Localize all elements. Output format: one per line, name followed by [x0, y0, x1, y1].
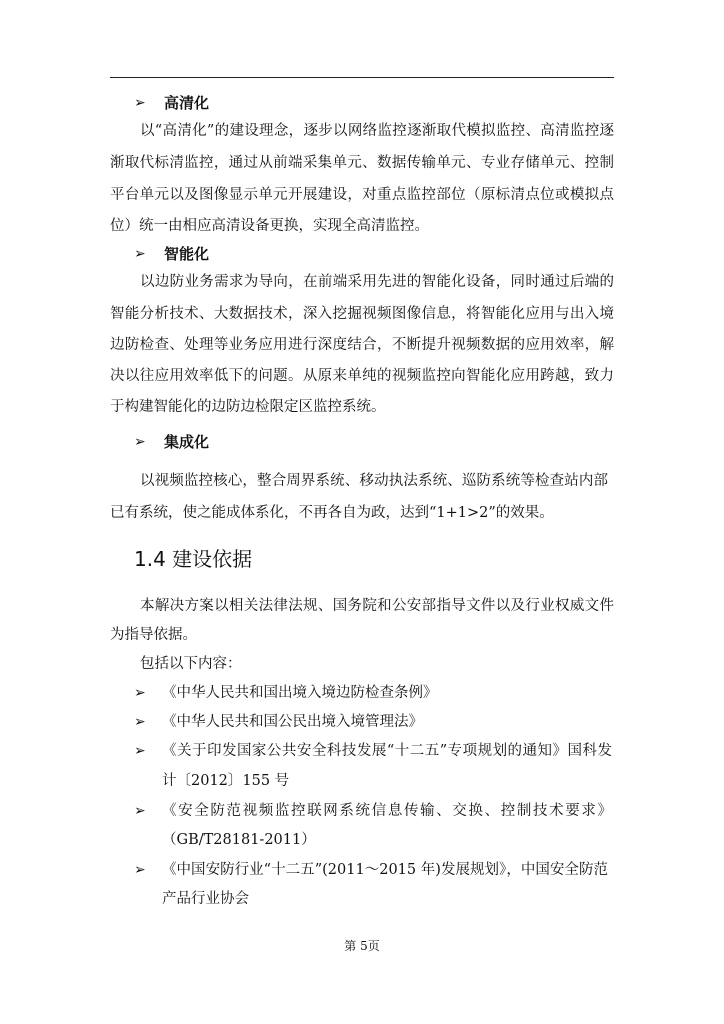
- paragraph-line: 已有系统，使之能成体系化，不再各自为政，达到“1+1>2”的效果。: [110, 505, 554, 521]
- paragraph-line: 决以往应用效率低下的问题。从原来单纯的视频监控向智能化应用跨越，致力: [110, 368, 614, 384]
- include-label: 包括以下内容：: [140, 656, 242, 672]
- subheading-smart: 智能化: [164, 245, 210, 263]
- list-item: 《关于印发国家公共安全科技发展“十二五”专项规划的通知》国科发: [162, 743, 612, 759]
- bullet-arrow-icon: ➢: [134, 246, 146, 262]
- paragraph-line: 智能分析技术、大数据技术，深入挖掘视频图像信息，将智能化应用与出入境: [110, 306, 614, 322]
- paragraph-line: 位）统一由相应高清设备更换，实现全高清监控。: [110, 218, 429, 234]
- paragraph-line: 以“高清化”的建设理念，逐步以网络监控逐渐取代模拟监控、高清监控逐: [140, 123, 614, 139]
- paragraph-line: 本解决方案以相关法律法规、国务院和公安部指导文件以及行业权威文件: [140, 598, 614, 614]
- paragraph-line: 于构建智能化的边防边检限定区监控系统。: [110, 399, 386, 415]
- subheading-hd: 高清化: [164, 94, 210, 112]
- paragraph-line: 以边防业务需求为导向，在前端采用先进的智能化设备，同时通过后端的: [140, 274, 614, 290]
- header-rule: [110, 77, 614, 78]
- bullet-arrow-icon: ➢: [134, 743, 146, 759]
- paragraph-line: 平台单元以及图像显示单元开展建设，对重点监控部位（原标清点位或模拟点: [110, 187, 614, 203]
- bullet-arrow-icon: ➢: [134, 862, 146, 878]
- list-item-continuation: （GB/T28181-2011）: [162, 832, 316, 848]
- list-item-continuation: 计〔2012〕155 号: [162, 773, 290, 789]
- paragraph-line: 渐取代标清监控，通过从前端采集单元、数据传输单元、专业存储单元、控制: [110, 155, 614, 171]
- list-item: 《安全防范视频监控联网系统信息传输、交换、控制技术要求》: [162, 803, 612, 819]
- paragraph-line: 以视频监控核心，整合周界系统、移动执法系统、巡防系统等检查站内部: [140, 473, 608, 489]
- bullet-arrow-icon: ➢: [134, 685, 146, 701]
- page-footer: 第 5页: [344, 939, 380, 953]
- list-item: 《中华人民共和国公民出境入境管理法》: [162, 714, 423, 730]
- bullet-arrow-icon: ➢: [134, 714, 146, 730]
- bullet-arrow-icon: ➢: [134, 434, 146, 450]
- paragraph-line: 为指导依据。: [110, 627, 197, 643]
- section-title: 1.4 建设依据: [134, 547, 253, 571]
- bullet-arrow-icon: ➢: [134, 95, 146, 111]
- paragraph-line: 边防检查、处理等业务应用进行深度结合，不断提升视频数据的应用效率，解: [110, 337, 614, 353]
- list-item: 《中华人民共和国出境入境边防检查条例》: [162, 685, 438, 701]
- bullet-arrow-icon: ➢: [134, 803, 146, 819]
- subheading-integ: 集成化: [164, 433, 210, 451]
- list-item-continuation: 产品行业协会: [162, 891, 249, 907]
- list-item: 《中国安防行业“十二五”(2011～2015 年)发展规划》，中国安全防范: [162, 862, 608, 878]
